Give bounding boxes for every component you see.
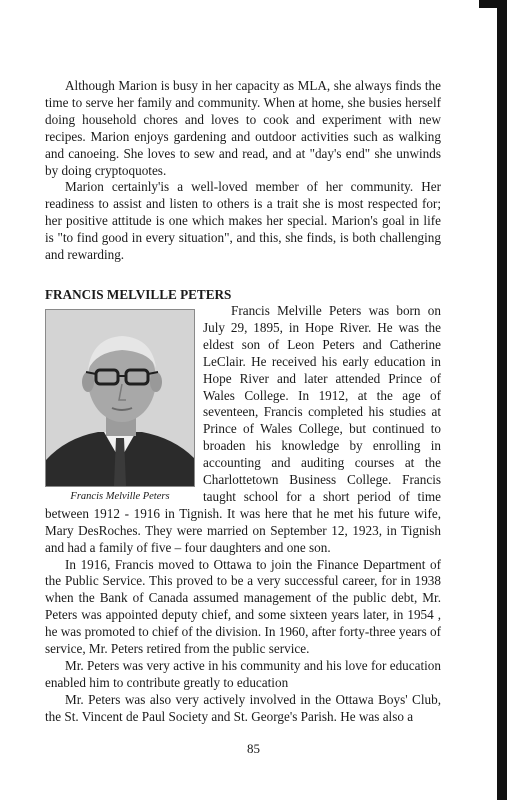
paragraph-biography: Francis Melville Peters was born on July 29, 1895, in Hope River. He was the eldest son of Leon Peters and Catherine LeClair. He received his early education in Hope River and later attended Prince of Wales College. In 1912, at the age of seventeen, Francis completed his studies at Prince of Wales College, but continued to broaden his knowledge by enrolling in accounting and auditing courses at the Charlottetown Business College. Francis taught school for a short period of time between 1912 - 1916 in Tignish. It was here that he met his future wife, Mary DesRoches. They were married on September 12, 1923, in Tignish and had a family of five – four daughters and one son. <box>45 302 441 555</box>
paragraph-involvement: Mr. Peters was also very actively involved in the Ottawa Boys' Club, the St. Vincent de Paul Society and St. George's Parish. He was also a <box>45 691 441 724</box>
document-body <box>45 78 441 726</box>
portrait-figure <box>45 309 195 503</box>
section-gap <box>45 264 441 281</box>
portrait-photo <box>45 309 195 487</box>
page-corner-shadow <box>479 0 497 8</box>
paragraph-marion-hobbies: Although Marion is busy in her capacity as MLA, she always finds the time to serve her family and community. When at home, she busies herself doing household chores and loves to cook and experiment with new recipes. Marion enjoys gardening and outdoor activities such as walking and canoeing. She loves to sew and read, and at "day's end" she unwinds by doing cryptoquotes. <box>45 78 441 178</box>
page-edge-shadow <box>497 0 507 800</box>
paragraph-community: Mr. Peters was very active in his community and his love for education enabled him to contribute greatly to education <box>45 658 441 690</box>
section-heading: FRANCIS MELVILLE PETERS <box>45 286 232 302</box>
portrait-drawing <box>46 310 194 486</box>
photo-caption: Francis Melville Peters <box>70 490 170 502</box>
page-number: 85 <box>247 741 260 756</box>
paragraph-marion-character: Marion certainly'is a well-loved member of her community. Her readiness to assist and listen to others is a trait she is most respected for; her positive attitude is one which makes her special. Marion's goal in life is "to find good in every situation", and this, she finds, is both challenging and rewarding. <box>45 179 441 263</box>
paragraph-career: In 1916, Francis moved to Ottawa to join the Finance Department of the Public Service. This proved to be a very successful career, for in 1938 when the Bank of Canada assumed management of the public debt, Mr. Peters was appointed deputy chief, and some sixteen years later, in 1954 , he was promoted to chief of the division. In 1960, after forty-three years of service, Mr. Peters retired from the public service. <box>45 556 441 657</box>
